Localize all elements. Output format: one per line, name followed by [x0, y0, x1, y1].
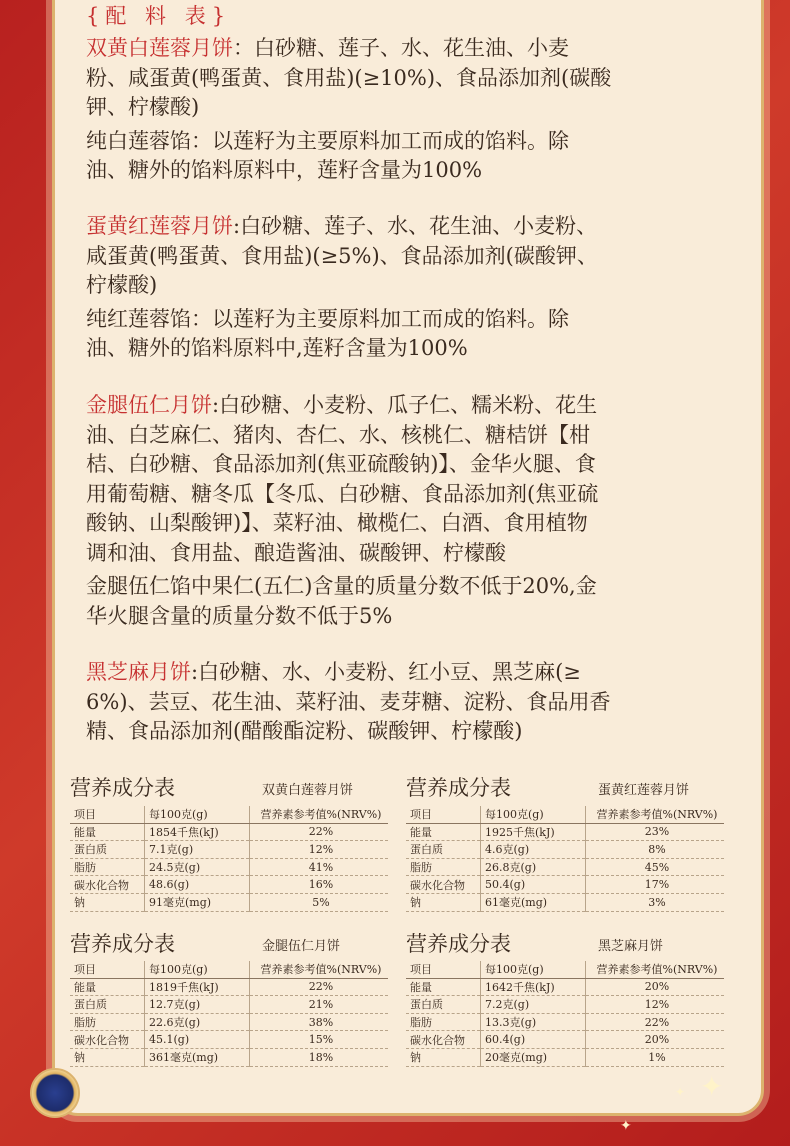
header-item: 项目: [70, 806, 145, 823]
nutrition-header-row: [406, 806, 724, 823]
nutrient-name: 蛋白质: [406, 841, 481, 859]
product-name: 双黄白莲蓉月饼: [86, 36, 233, 60]
nutrient-name: 脂肪: [406, 858, 481, 876]
nutrient-nrv: 21%: [250, 996, 389, 1014]
nutrition-row: [70, 858, 388, 876]
nutrient-nrv: 12%: [586, 996, 725, 1014]
nutrition-table: [406, 961, 724, 1067]
header-item: 项目: [406, 806, 481, 823]
ingredients-section-2: [86, 212, 716, 364]
ingredient-note: 纯白莲蓉馅：以莲籽为主要原料加工而成的馅料。除: [86, 128, 569, 153]
nutrition-row: [406, 823, 724, 841]
nutrient-name: 能量: [406, 978, 481, 996]
ingredient-note: 油、糖外的馅料原料中,莲籽含量为100%: [86, 336, 468, 360]
nutrition-row: [406, 1031, 724, 1049]
nutrient-value: 7.1克(g): [145, 841, 250, 859]
header-nrv: 营养素参考值%(NRV%): [586, 806, 725, 823]
ingredient-line: 酸钠、山梨酸钾)】、菜籽油、橄榄仁、白酒、食用植物: [86, 511, 588, 535]
nutrient-name: 脂肪: [70, 858, 145, 876]
nutrient-name: 能量: [406, 823, 481, 841]
header-per100g: 每100克(g): [481, 806, 586, 823]
ingredient-line: 精、食品添加剂(醋酸酯淀粉、碳酸钾、柠檬酸): [86, 719, 523, 743]
nutrition-row: [406, 841, 724, 859]
product-name: 黑芝麻月饼: [86, 660, 191, 684]
nutrient-name: 碳水化合物: [70, 876, 145, 894]
nutrient-value: 1854千焦(kJ): [145, 823, 250, 841]
nutrient-nrv: 22%: [586, 1013, 725, 1031]
header-nrv: 营养素参考值%(NRV%): [250, 806, 389, 823]
nutrient-value: 1642千焦(kJ): [481, 978, 586, 996]
sparkle-tiny-icon: ✦: [675, 1085, 686, 1099]
nutrition-row: [406, 996, 724, 1014]
nutrient-name: 脂肪: [406, 1013, 481, 1031]
nutrition-row: [406, 858, 724, 876]
nutrient-value: 12.7克(g): [145, 996, 250, 1014]
header-per100g: 每100克(g): [145, 806, 250, 823]
nutrient-nrv: 22%: [250, 978, 389, 996]
nutrient-name: 能量: [70, 823, 145, 841]
nutrition-row: [406, 1048, 724, 1066]
nutrient-nrv: 15%: [250, 1031, 389, 1049]
nutrition-product-name: 双黄白莲蓉月饼: [262, 783, 354, 798]
nutrition-product-name: 金腿伍仁月饼: [262, 939, 341, 954]
nutrition-title: 营养成分表: [406, 776, 511, 800]
nutrient-value: 7.2克(g): [481, 996, 586, 1014]
nutrition-row: [406, 978, 724, 996]
ingredient-line: 钾、柠檬酸): [86, 95, 200, 119]
header-item: 项目: [70, 961, 145, 978]
nutrition-header-row: [70, 961, 388, 978]
nutrition-product-name: 蛋黄红莲蓉月饼: [598, 783, 690, 798]
ingredient-line: 蛋黄红莲蓉月饼:白砂糖、莲子、水、花生油、小麦粉、: [86, 214, 598, 238]
nutrient-value: 22.6克(g): [145, 1013, 250, 1031]
ingredient-line: 金腿伍仁月饼:白砂糖、小麦粉、瓜子仁、糯米粉、花生: [86, 393, 598, 417]
header-item: 项目: [406, 961, 481, 978]
nutrition-row: [70, 893, 388, 911]
nutrient-value: 45.1(g): [145, 1031, 250, 1049]
nutrient-value: 24.5克(g): [145, 858, 250, 876]
nutrient-nrv: 16%: [250, 876, 389, 894]
nutrient-nrv: 8%: [586, 841, 725, 859]
nutrient-value: 48.6(g): [145, 876, 250, 894]
ingredient-note: 纯红莲蓉馅：以莲籽为主要原料加工而成的馅料。除: [86, 306, 569, 331]
nutrient-name: 蛋白质: [70, 996, 145, 1014]
nutrient-name: 碳水化合物: [406, 1031, 481, 1049]
ingredients-section-3: [86, 391, 716, 631]
nutrient-value: 4.6克(g): [481, 841, 586, 859]
nutrient-nrv: 22%: [250, 823, 389, 841]
header-per100g: 每100克(g): [145, 961, 250, 978]
nutrient-nrv: 5%: [250, 893, 389, 911]
nutrient-nrv: 38%: [250, 1013, 389, 1031]
nutrient-value: 50.4(g): [481, 876, 586, 894]
nutrient-name: 钠: [70, 893, 145, 911]
nutrient-nrv: 3%: [586, 893, 725, 911]
ingredient-line: 调和油、食用盐、酿造酱油、碳酸钾、柠檬酸: [86, 540, 506, 565]
nutrient-value: 60.4(g): [481, 1031, 586, 1049]
nutrition-row: [406, 1013, 724, 1031]
nutrient-name: 脂肪: [70, 1013, 145, 1031]
ingredient-line: 桔、白砂糖、食品添加剂(焦亚硫酸钠)】、金华火腿、食: [86, 452, 596, 476]
ingredient-line: 6%)、芸豆、花生油、菜籽油、麦芽糖、淀粉、食品用香: [86, 689, 611, 714]
nutrition-table: [406, 806, 724, 912]
nutrient-name: 能量: [70, 978, 145, 996]
product-name: 蛋黄红莲蓉月饼: [86, 214, 233, 238]
nutrition-table: [70, 961, 388, 1067]
nutrient-nrv: 18%: [250, 1048, 389, 1066]
ingredient-line: 双黄白莲蓉月饼：白砂糖、莲子、水、花生油、小麦: [86, 36, 569, 60]
nutrient-name: 碳水化合物: [70, 1031, 145, 1049]
nutrition-title: 营养成分表: [406, 932, 511, 956]
sparkle-icon: ✦: [700, 1070, 724, 1103]
header-nrv: 营养素参考值%(NRV%): [586, 961, 725, 978]
nutrition-row: [70, 841, 388, 859]
nutrient-name: 蛋白质: [70, 841, 145, 859]
nutrition-row: [70, 823, 388, 841]
sparkle-small-icon: ✦: [620, 1118, 632, 1134]
header-nrv: 营养素参考值%(NRV%): [250, 961, 389, 978]
header-per100g: 每100克(g): [481, 961, 586, 978]
ingredient-line: 柠檬酸): [86, 273, 158, 297]
nutrient-nrv: 45%: [586, 858, 725, 876]
nutrition-header-row: [70, 806, 388, 823]
ingredient-line: 咸蛋黄(鸭蛋黄、食用盐)(≥5%)、食品添加剂(碳酸钾、: [86, 243, 598, 268]
nutrient-nrv: 20%: [586, 1031, 725, 1049]
nutrient-value: 61毫克(mg): [481, 893, 586, 911]
nutrition-row: [406, 876, 724, 894]
nutrient-nrv: 23%: [586, 823, 725, 841]
nutrient-name: 钠: [70, 1048, 145, 1066]
nutrition-table: [70, 806, 388, 912]
nutrient-name: 钠: [406, 1048, 481, 1066]
nutrient-nrv: 41%: [250, 858, 389, 876]
nutrient-value: 20毫克(mg): [481, 1048, 586, 1066]
nutrition-row: [70, 876, 388, 894]
nutrient-value: 13.3克(g): [481, 1013, 586, 1031]
nutrition-header-row: [406, 961, 724, 978]
ingredient-note: 油、糖外的馅料原料中，莲籽含量为100%: [86, 158, 483, 182]
nutrient-nrv: 17%: [586, 876, 725, 894]
ingredient-line: 油、白芝麻仁、猪肉、杏仁、水、核桃仁、糖桔饼【柑: [86, 422, 590, 447]
nutrition-row: [70, 1048, 388, 1066]
product-name: 金腿伍仁月饼: [86, 393, 212, 417]
nutrition-title: 营养成分表: [70, 932, 175, 956]
nutrition-row: [406, 893, 724, 911]
nutrition-row: [70, 1013, 388, 1031]
ingredients-header: {配 料 表}: [86, 4, 232, 28]
nutrition-product-name: 黑芝麻月饼: [598, 939, 664, 954]
ingredients-section-4: [86, 658, 716, 747]
nutrient-nrv: 20%: [586, 978, 725, 996]
nutrient-value: 26.8克(g): [481, 858, 586, 876]
nutrition-row: [70, 996, 388, 1014]
nutrition-row: [70, 978, 388, 996]
nutrition-row: [70, 1031, 388, 1049]
nutrient-nrv: 12%: [250, 841, 389, 859]
ingredient-note: 金腿伍仁馅中果仁(五仁)含量的质量分数不低于20%,金: [86, 574, 597, 598]
nutrient-nrv: 1%: [586, 1048, 725, 1066]
nutrient-value: 1819千焦(kJ): [145, 978, 250, 996]
nutrient-name: 碳水化合物: [406, 876, 481, 894]
nutrient-value: 361毫克(mg): [145, 1048, 250, 1066]
nutrient-value: 91毫克(mg): [145, 893, 250, 911]
ingredient-note: 华火腿含量的质量分数不低于5%: [86, 603, 393, 628]
ingredients-section-1: [86, 34, 716, 186]
nutrient-name: 钠: [406, 893, 481, 911]
ingredient-line: 黑芝麻月饼:白砂糖、水、小麦粉、红小豆、黑芝麻(≥: [86, 660, 581, 684]
nutrition-title: 营养成分表: [70, 776, 175, 800]
ingredient-line: 用葡萄糖、糖冬瓜【冬瓜、白砂糖、食品添加剂(焦亚硫: [86, 481, 599, 506]
ingredient-line: 粉、咸蛋黄(鸭蛋黄、食用盐)(≥10%)、食品添加剂(碳酸: [86, 65, 612, 90]
nutrient-name: 蛋白质: [406, 996, 481, 1014]
nutrient-value: 1925千焦(kJ): [481, 823, 586, 841]
cloud-ornament-icon: [30, 1068, 80, 1118]
